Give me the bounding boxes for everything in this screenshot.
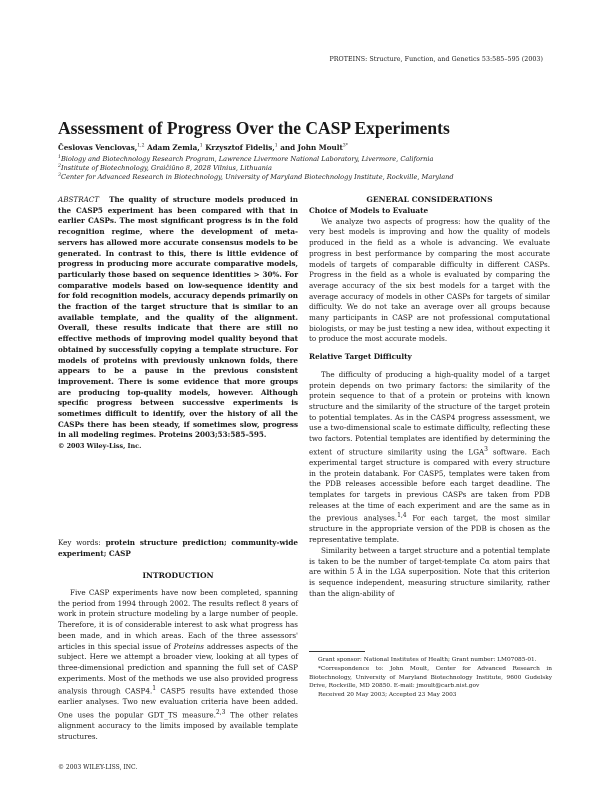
intro-paragraph: Five CASP experiments have now been completed, spanning the period from 1994 through 2002. The results reflect 8 years of work in protein structure modeling by a large number of people. Therefore, it is of considerable interest to ask what progress has been made, and in which areas. Each of the three assessors' articles in this special issue of Proteins addresses aspects of the subject. Here we attempt a broader view, looking at all types of three-dimensional prediction and spanning the full set of CASP experiments. Most of the methods we use also provided progress analysis through CASP4.$^1$ CASP5 results have extended those earlier analyses. Two new evaluation criteria have been added. One uses the popular GDT_TS measure.$^{2,3}$ The other relates alignment accuracy to the limits imposed by available template structures. [58,588,299,741]
author-affil-ref: 3* [342,143,349,149]
abstract-label: ABSTRACT [58,195,100,204]
publisher-copyright: © 2003 WILEY-LISS, INC. [58,764,138,771]
keywords-label: Key words: [58,538,101,547]
abstract-text: The quality of structure models produced in the CASP5 experiment has been compared with that in earlier CASPs. The most significant progress is in the fold recognition regime, where the development of meta-servers has allowed more accurate consensus models to be generated. In contrast to this, there is little evidence of progress in producing more accurate comparative models, particularly those based on sequence identities > 30%. For comparative models based on low-sequence identity and for fold recognition models, accuracy depends primarily on the fraction of the target structure that is similar to an available template, and the quality of the alignment. Overall, these results indicate that there are still no effective methods of improving model quality beyond that obtained by successfully copying a template structure. For models of proteins with previously unknown folds, there appears to be a pause in the previous consistent improvement. There is some evidence that more groups are producing top-quality models, however. Although specific progress between successive experiments is sometimes difficult to identify, over the history of all the CASPs there has been steady, if sometimes slow, progress in all modeling regimes. Proteins 2003;53:585–595. [58,195,298,440]
models-paragraph: We analyze two aspects of progress: how the quality of the very best models is improving and how the quality of models produced in the field as a whole is advancing. We evaluate progress in best performance by comparing the most accurate models of targets of comparable difficulty in different CASPs. Progress in the field as a whole is evaluated by comparing the average accuracy of the six best models for a target with the average accuracy of models in other CASPs for targets of similar difficulty. We do not take an average over all groups because many participants in CASP are not professional computational biologists, or may be just testing a new idea, without expecting it to produce the most accurate models. [309,216,550,344]
difficulty-paragraph: The difficulty of producing a high-quality model of a target protein depends on two primary factors: the similarity of the protein sequence to that of a protein or proteins with known structure and the similarity of the structure of the target protein to potential templates. As in the CASP4 progress assessment, we use a two-dimensional scale to estimate difficulty, reflecting these two factors. Potential templates are identified by determining the extent of structure similarity using the LGA$^3$ software. Each experimental target structure is compared with every structure in the protein databank. For CASP5, templates were taken from the PDB releases accessible before each target deadline. The templates for targets in previous CASPs are taken from PDB releases at the time of each experiment and are the same as in the previous analyses.$^{1,4}$ For each target, the most similar structure in the appropriate version of the PDB is chosen as the representative template. [309,369,551,545]
footnote-rule [309,651,365,652]
author-list [58,143,348,152]
affil-marker: 2 [58,164,61,169]
affiliation-3 [58,173,454,181]
author-affil-ref: 1 [199,143,203,149]
running-head: PROTEINS: Structure, Function, and Genetics 53:585–595 (2003) [329,56,543,63]
introduction-heading: INTRODUCTION [142,571,214,580]
introduction-body [58,588,298,743]
affil-marker: 1 [58,155,61,160]
general-considerations-body [309,206,550,599]
affil-text: Center for Advanced Research in Biotechnology, University of Maryland Biotechnology Institute, Rockville, Maryland [60,173,454,182]
author-name: Česlovas Venclovas, [58,143,138,152]
author-affil-ref: 1,2 [137,143,145,149]
author-name: and John Moult [277,143,343,152]
footnotes [309,656,552,701]
affiliation-2 [58,164,272,172]
author-name: Krzysztof Fidelis, [202,143,275,152]
keywords [58,538,298,559]
received-footnote: Received 20 May 2003; Accepted 23 May 2003 [318,692,457,699]
article-title: Assessment of Progress Over the CASP Experiments [58,118,450,138]
keywords-text: protein structure prediction; community-wide experiment; CASP [58,538,298,558]
subsection-heading-difficulty: Relative Target Difficulty [309,352,412,362]
abstract [58,195,298,452]
affil-text: Biology and Biotechnology Research Program, Lawrence Livermore National Laboratory, Livermore, California [60,155,434,164]
affil-text: Institute of Biotechnology, Graičiūno 8, 2028 Vilnius, Lithuania [60,164,272,173]
affil-marker: 3 [58,173,61,178]
general-considerations-heading: GENERAL CONSIDERATIONS [366,195,493,204]
author-name: Adam Zemla, [144,143,200,152]
similarity-paragraph: Similarity between a target structure and a potential template is taken to be the number of target-template Cα atom pairs that are within 5 Å in the LGA superposition. Note that this criterion is sequence independent, measuring structure similarity, rather than the align-ability of [309,545,550,598]
author-affil-ref: 1 [274,143,278,149]
affiliation-1 [58,155,433,163]
subsection-heading-models: Choice of Models to Evaluate [309,206,429,215]
grant-footnote: Grant sponsor: National Institutes of Health; Grant number: LM07085-01. [318,657,537,663]
abstract-copyright: © 2003 Wiley-Liss, Inc. [58,442,142,451]
correspondence-footnote: *Correspondence to: John Moult, Center for Advanced Research in Biotechnology, University of Maryland Biotechnology Institute, 9600 Gudelsky Drive, Rockville, MD 20850. E-mail: jmoult@carb.nist.gov [309,666,552,689]
